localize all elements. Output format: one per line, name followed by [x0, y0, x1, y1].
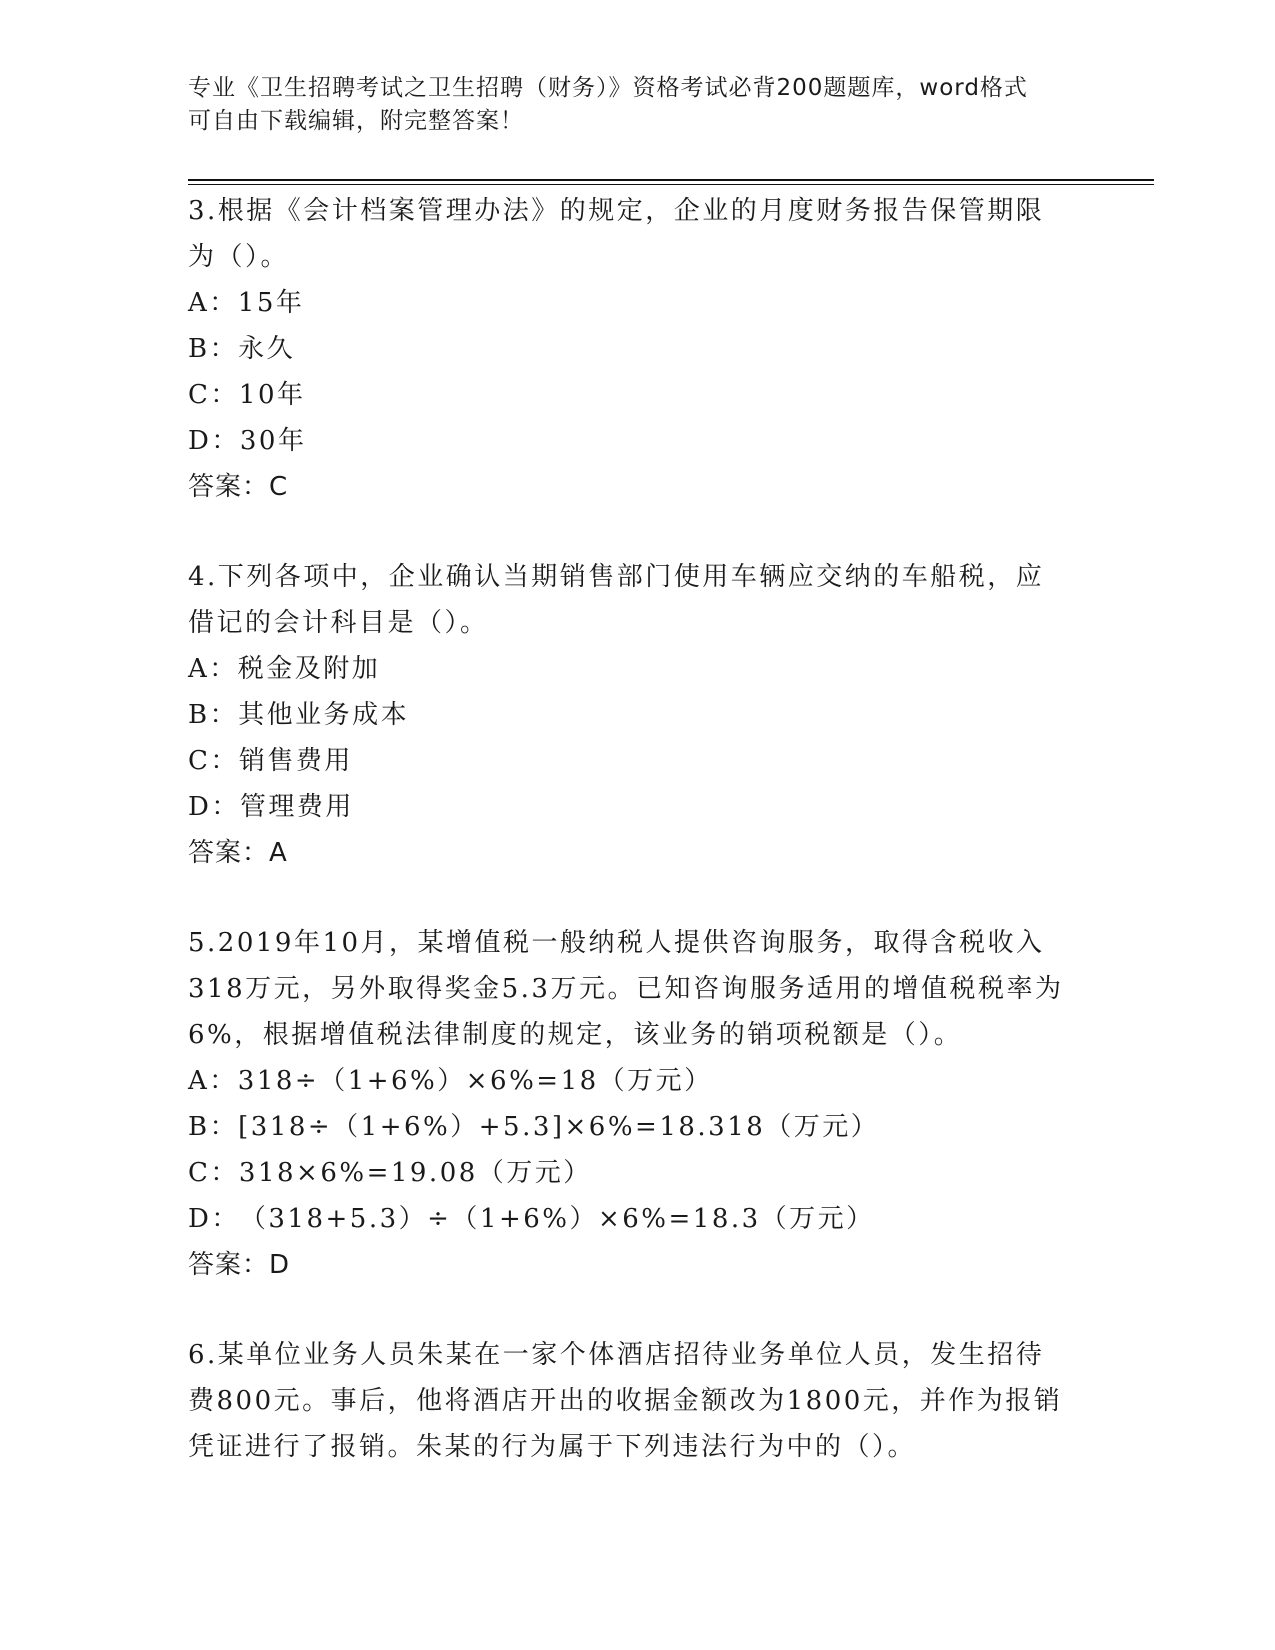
- option-key: B：: [188, 334, 239, 364]
- option-text: 永久: [238, 334, 296, 364]
- option-text: 318÷（1+6%）×6%=18（万元）: [237, 1066, 713, 1096]
- answer-line: 答案：C: [188, 472, 289, 502]
- option-c: [188, 372, 1088, 418]
- stem-line: 凭证进行了报销。朱某的行为属于下列违法行为中的（）。: [188, 1432, 917, 1462]
- stem-line: 6%，根据增值税法律制度的规定，该业务的销项税额是（）。: [188, 1020, 963, 1050]
- option-key: A：: [188, 654, 238, 684]
- answer-line: 答案：A: [188, 838, 288, 868]
- option-text: 30年: [239, 426, 307, 456]
- option-text: （318+5.3）÷（1+6%）×6%=18.3（万元）: [239, 1204, 875, 1234]
- option-text: 15年: [237, 288, 305, 318]
- header-divider-thin: [188, 184, 1154, 185]
- stem-line: 3.根据《会计档案管理办法》的规定，企业的月度财务报告保管期限: [188, 196, 1045, 226]
- stem-line: 5.2019年10月，某增值税一般纳税人提供咨询服务，取得含税收入: [188, 928, 1045, 958]
- option-a: [188, 646, 1088, 692]
- option-key: D：: [188, 1204, 240, 1234]
- question-list: [188, 188, 1088, 1514]
- option-d: [188, 784, 1088, 830]
- option-key: D：: [188, 426, 240, 456]
- question-5: [188, 920, 1088, 1288]
- option-text: [318÷（1+6%）+5.3]×6%=18.318（万元）: [238, 1112, 880, 1142]
- option-key: C：: [188, 746, 239, 776]
- question-4: [188, 554, 1088, 876]
- question-6: [188, 1332, 1088, 1470]
- option-text: 10年: [238, 380, 306, 410]
- option-c: [188, 1150, 1088, 1196]
- option-key: D：: [188, 792, 240, 822]
- question-stem: [188, 1332, 1088, 1470]
- option-a: [188, 280, 1088, 326]
- option-b: [188, 1104, 1088, 1150]
- option-key: A：: [188, 288, 238, 318]
- option-d: [188, 418, 1088, 464]
- option-c: [188, 738, 1088, 784]
- question-stem: [188, 188, 1088, 280]
- option-key: B：: [188, 1112, 239, 1142]
- option-text: 其他业务成本: [238, 700, 410, 730]
- option-b: [188, 326, 1088, 372]
- option-key: B：: [188, 700, 239, 730]
- option-text: 税金及附加: [237, 654, 381, 684]
- header-line-2: 可自由下载编辑，附完整答案！: [188, 108, 524, 134]
- option-key: C：: [188, 1158, 239, 1188]
- option-key: A：: [188, 1066, 238, 1096]
- option-key: C：: [188, 380, 239, 410]
- question-3: [188, 188, 1088, 510]
- option-text: 318×6%=19.08（万元）: [238, 1158, 592, 1188]
- answer-line: 答案：D: [188, 1250, 291, 1280]
- header-line-1: 专业《卫生招聘考试之卫生招聘（财务）》资格考试必背200题题库，word格式: [188, 75, 1028, 101]
- stem-line: 费800元。事后，他将酒店开出的收据金额改为1800元，并作为报销: [188, 1386, 1063, 1416]
- option-d: [188, 1196, 1088, 1242]
- document-header: [188, 72, 1088, 138]
- stem-line: 318万元，另外取得奖金5.3万元。已知咨询服务适用的增值税税率为: [188, 974, 1064, 1004]
- stem-line: 6.某单位业务人员朱某在一家个体酒店招待业务单位人员，发生招待: [188, 1340, 1045, 1370]
- question-stem: [188, 920, 1088, 1058]
- option-text: 销售费用: [238, 746, 353, 776]
- option-b: [188, 692, 1088, 738]
- option-text: 管理费用: [239, 792, 354, 822]
- stem-line: 借记的会计科目是（）。: [188, 608, 489, 638]
- stem-line: 4.下列各项中，企业确认当期销售部门使用车辆应交纳的车船税，应: [188, 562, 1045, 592]
- option-a: [188, 1058, 1088, 1104]
- question-stem: [188, 554, 1088, 646]
- header-divider-thick: [188, 179, 1154, 181]
- stem-line: 为（）。: [188, 242, 290, 272]
